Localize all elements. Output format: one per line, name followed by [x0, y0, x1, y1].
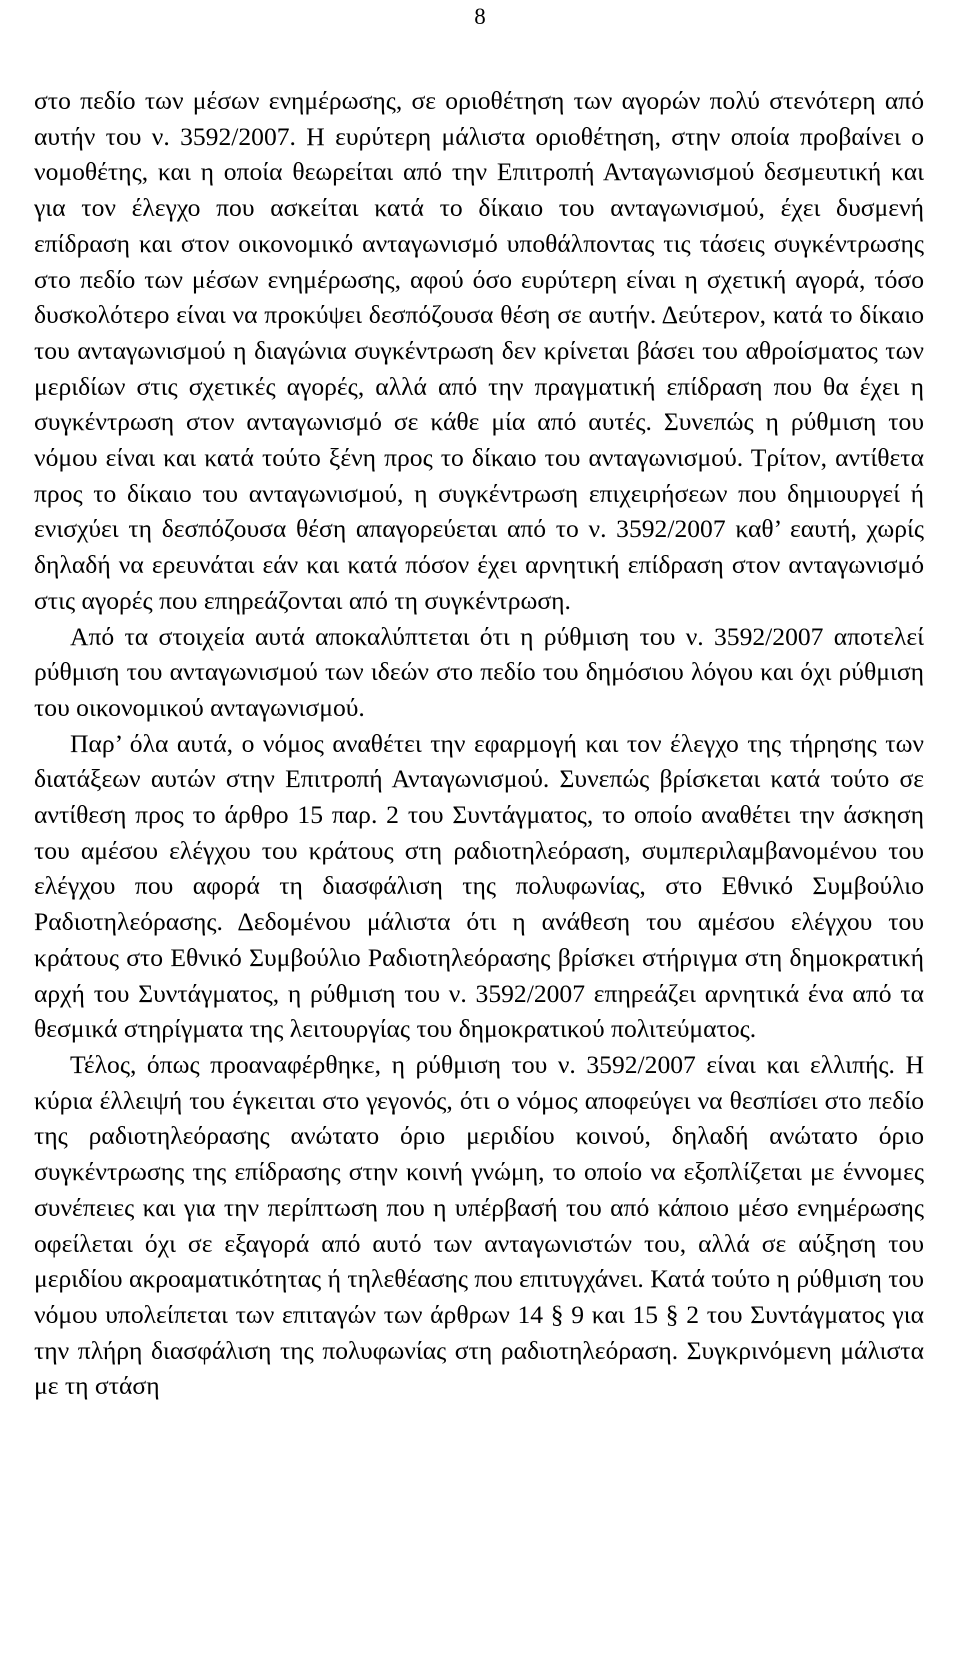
body-text [34, 83, 924, 1404]
page-number-text: 8 [474, 4, 486, 29]
page-number [0, 4, 960, 30]
paragraph: Τέλος, όπως προαναφέρθηκε, η ρύθμιση του ν. 3592/2007 είναι και ελλιπής. Η κύρια έλλειψή του έγκειται στο γεγονός, ότι ο νόμος αποφεύγει να θεσπίσει στο πεδίο της ραδιοτηλεόρασης ανώτατο όριο μεριδίου κοινού, δηλαδή ανώτατο όριο συγκέντρωσης της επίδρασης στην κοινή γνώμη, το οποίο να εξοπλίζεται με έννομες συνέπειες και για την περίπτωση που η υπέρβασή του από κάποιο μέσο ενημέρωσης οφείλεται όχι σε εξαγορά από αυτό των ανταγωνιστών του, αλλά σε αύξηση του μεριδίου ακροαματικότητας ή τηλεθέασης που επιτυγχάνει. Κατά τούτο η ρύθμιση του νόμου υπολείπεται των επιταγών των άρθρων 14 § 9 και 15 § 2 του Συντάγματος για την πλήρη διασφάλιση της πολυφωνίας στη ραδιοτηλεόραση. Συγκρινόμενη μάλιστα με τη στάση [34, 1049, 924, 1401]
paragraph: Από τα στοιχεία αυτά αποκαλύπτεται ότι η ρύθμιση του ν. 3592/2007 αποτελεί ρύθμιση του ανταγωνισμού των ιδεών στο πεδίο του δημόσιου λόγου και όχι ρύθμιση του οικονομικού ανταγωνισμού. [34, 621, 924, 722]
paragraph: Παρ’ όλα αυτά, ο νόμος αναθέτει την εφαρμογή και τον έλεγχο της τήρησης των διατάξεων αυτών στην Επιτροπή Ανταγωνισμού. Συνεπώς βρίσκεται κατά τούτο σε αντίθεση προς το άρθρο 15 παρ. 2 του Συντάγματος, το οποίο αναθέτει την άσκηση του αμέσου ελέγχου του κράτους στη ραδιοτηλεόραση, συμπεριλαμβανομένου του ελέγχου που αφορά τη διασφάλιση της πολυφωνίας, στο Εθνικό Συμβούλιο Ραδιοτηλεόρασης. Δεδομένου μάλιστα ότι η ανάθεση του αμέσου ελέγχου του κράτους στο Εθνικό Συμβούλιο Ραδιοτηλεόρασης βρίσκει στήριγμα στη δημοκρατική αρχή του Συντάγματος, η ρύθμιση του ν. 3592/2007 επηρεάζει αρνητικά ένα από τα θεσμικά στηρίγματα της λειτουργίας του δημοκρατικού πολιτεύματος. [34, 728, 924, 1044]
paragraph: στο πεδίο των μέσων ενημέρωσης, σε οριοθέτηση των αγορών πολύ στενότερη από αυτήν του ν. 3592/2007. Η ευρύτερη μάλιστα οριοθέτηση, στην οποία προβαίνει ο νομοθέτης, και η οποία θεωρείται από την Επιτροπή Ανταγωνισμού δεσμευτική και για τον έλεγχο που ασκείται κατά το δίκαιο του ανταγωνισμού, έχει δυσμενή επίδραση και στον οικονομικό ανταγωνισμό υποθάλποντας τις τάσεις συγκέντρωσης στο πεδίο των μέσων ενημέρωσης, αφού όσο ευρύτερη είναι η σχετική αγορά, τόσο δυσκολότερο είναι να προκύψει δεσπόζουσα θέση σε αυτήν. Δεύτερον, κατά το δίκαιο του ανταγωνισμού η διαγώνια συγκέντρωση δεν κρίνεται βάσει του αθροίσματος των μεριδίων στις σχετικές αγορές, αλλά από την πραγματική επίδραση που θα έχει η συγκέντρωση στον ανταγωνισμό σε κάθε μία από αυτές. Συνεπώς η ρύθμιση του νόμου είναι και κατά τούτο ξένη προς το δίκαιο του ανταγωνισμού. Τρίτον, αντίθετα προς το δίκαιο του ανταγωνισμού, η συγκέντρωση επιχειρήσεων που δημιουργεί ή ενισχύει τη δεσπόζουσα θέση απαγορεύεται από το ν. 3592/2007 καθ’ εαυτή, χωρίς δηλαδή να ερευνάται εάν και κατά πόσον έχει αρνητική επίδραση στον ανταγωνισμό στις αγορές που επηρεάζονται από τη συγκέντρωση. [34, 86, 924, 615]
